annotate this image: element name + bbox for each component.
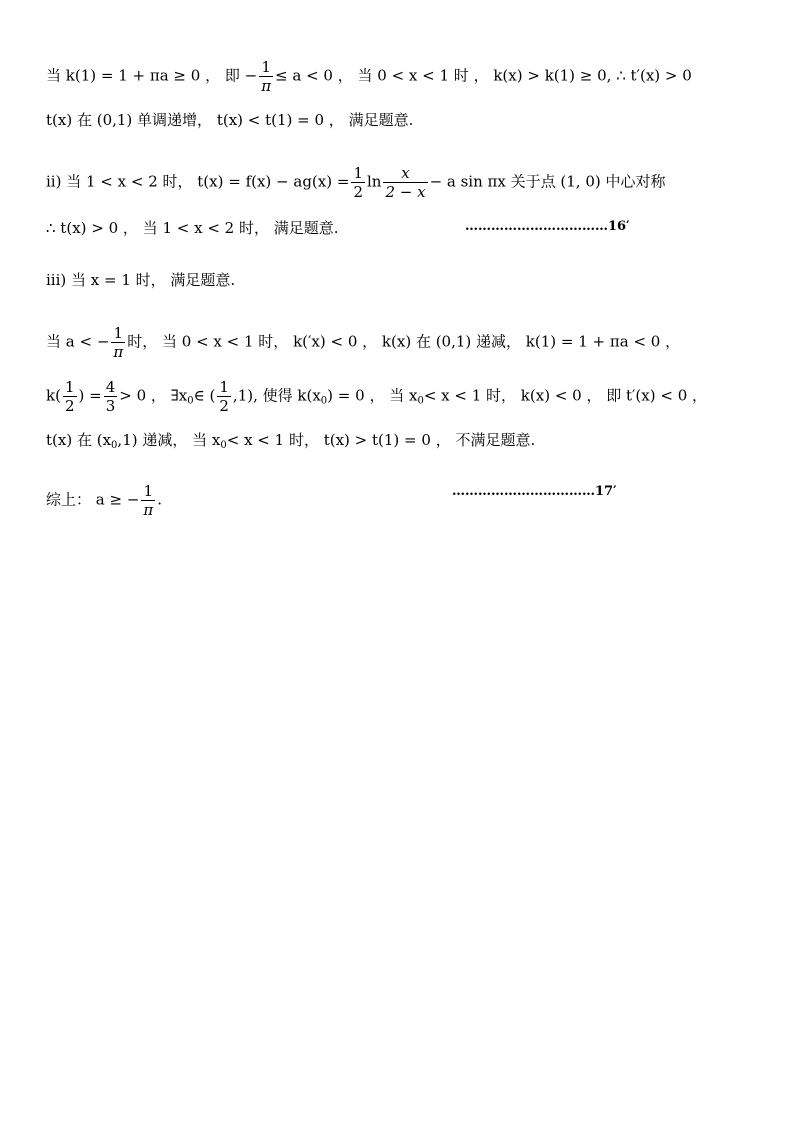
- line-1-head: 当 k(1) = 1 + πa ≥ 0 ， 即 −: [46, 66, 258, 85]
- line-8-a: t(x) 在 (x: [46, 431, 112, 449]
- line-1: [46, 58, 692, 95]
- fraction-numerator: 1: [111, 324, 125, 343]
- fraction-1-over-2: [63, 378, 77, 415]
- score-marker-17: [452, 484, 617, 499]
- line-6-tail: 时， 当 0 < x < 1 时， k(′x) < 0 ， k(x) 在 (0,1) 递减， k(1) = 1 + πa < 0 ，: [127, 332, 681, 351]
- fraction-numerator: 1: [353, 164, 363, 182]
- subscript-0: 0: [417, 395, 424, 407]
- line-7-k: k(: [46, 386, 61, 405]
- fraction-1-over-pi: [111, 324, 125, 361]
- line-6-head: 当 a < −: [46, 332, 110, 351]
- fraction-denominator: 2: [353, 183, 363, 201]
- line-4: [46, 218, 339, 238]
- line-2: [46, 110, 413, 130]
- fraction-denominator: 2: [64, 397, 75, 415]
- fraction-numerator: 1: [141, 482, 155, 501]
- score-marker-16: [465, 219, 630, 234]
- fraction-1-over-pi: [141, 482, 155, 519]
- fraction-4-over-3: [104, 378, 118, 415]
- score-label: 17′: [595, 484, 617, 499]
- line-7-tail-a: ,1), 使得 k(x: [232, 386, 321, 405]
- subscript-0: 0: [320, 395, 328, 407]
- line-2-text: t(x) 在 (0,1) 单调递增， t(x) < t(1) = 0 ， 满足题意.: [46, 111, 414, 129]
- line-5-text: iii) 当 x = 1 时， 满足题意.: [46, 271, 236, 289]
- fraction-numerator: 1: [64, 378, 75, 396]
- fraction-denominator: π: [113, 343, 124, 361]
- fraction-numerator: x: [383, 164, 427, 183]
- dot-leader: ……………………………: [465, 219, 608, 234]
- line-1-tail: ≤ a < 0 ， 当 0 < x < 1 时 ， k(x) > k(1) ≥ 0, ∴ t′(x) > 0: [275, 66, 692, 85]
- line-9-head: 综上： a ≥ −: [46, 490, 140, 509]
- ln-symbol: ln: [366, 172, 382, 191]
- line-7-mid: > 0 ， ∃x: [119, 386, 188, 405]
- fraction-denominator: 3: [105, 397, 116, 415]
- line-8: [46, 430, 535, 456]
- subscript-0: 0: [187, 395, 194, 407]
- score-label: 16′: [608, 219, 630, 234]
- fraction-1-over-pi: [259, 58, 273, 95]
- fraction-denominator: π: [143, 501, 154, 519]
- fraction-denominator: π: [261, 77, 272, 95]
- line-5: [46, 270, 235, 290]
- line-7-in: ∈ (: [193, 386, 216, 405]
- dot-leader: ……………………………: [452, 484, 595, 499]
- fraction-numerator: 1: [259, 58, 273, 77]
- line-8-c: < x < 1 时， t(x) > t(1) = 0 ， 不满足题意.: [226, 431, 536, 449]
- subscript-0: 0: [220, 440, 227, 451]
- line-6: [46, 324, 680, 361]
- fraction-numerator: 4: [105, 378, 116, 396]
- fraction-1-over-2: [351, 164, 365, 201]
- fraction-denominator: 2: [219, 397, 229, 415]
- fraction-numerator: 1: [219, 378, 229, 396]
- fraction-1-over-2: [217, 378, 231, 415]
- line-7: [46, 378, 707, 415]
- line-3-head: ii) 当 1 < x < 2 时， t(x) = f(x) − ag(x) =: [46, 172, 350, 191]
- line-3-tail: − a sin πx 关于点 (1, 0) 中心对称: [429, 172, 666, 191]
- line-4-text: ∴ t(x) > 0 ， 当 1 < x < 2 时， 满足题意.: [46, 219, 339, 237]
- line-8-b: ,1) 递减， 当 x: [117, 431, 221, 449]
- line-9-tail: .: [157, 490, 163, 509]
- line-7-tail-c: < x < 1 时， k(x) < 0 ， 即 t′(x) < 0 ，: [423, 386, 708, 405]
- fraction-denominator: 2 − x: [385, 183, 426, 201]
- subscript-0: 0: [111, 440, 118, 451]
- line-7-eq: ) =: [78, 386, 102, 405]
- line-9: [46, 482, 162, 519]
- line-3: [46, 164, 665, 201]
- fraction-x-over-2-minus-x: [383, 164, 427, 201]
- line-7-tail-b: ) = 0 ， 当 x: [327, 386, 418, 405]
